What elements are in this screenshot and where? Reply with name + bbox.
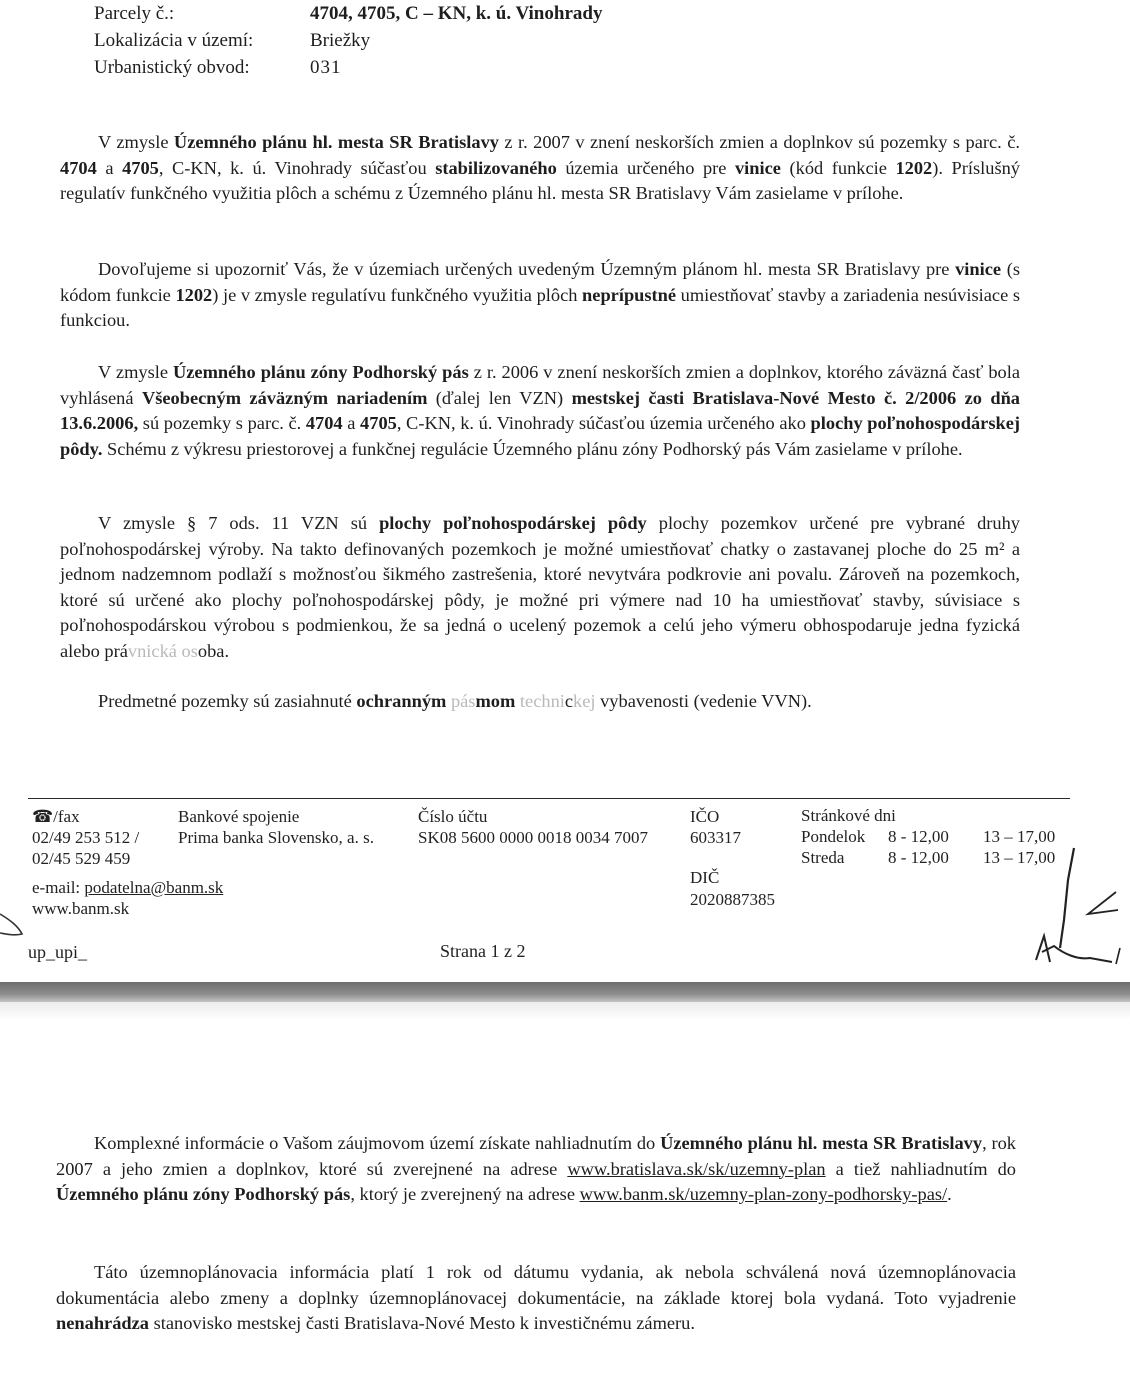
text-run: tech xyxy=(519,691,551,711)
text-run: a xyxy=(342,413,361,433)
text-run: vybavenosti (vedenie VVN). xyxy=(595,691,812,711)
text-run: (kód funkcie xyxy=(780,157,896,178)
email-label: e-mail: xyxy=(32,878,85,897)
text-run: (ďalej len VZN) xyxy=(427,387,572,408)
office-hours-afternoon: 13 – 17,00 xyxy=(983,827,1056,846)
email-link[interactable]: podatelna@banm.sk xyxy=(84,878,224,897)
parcel-label: Parcely č.: xyxy=(94,3,175,24)
office-hours-day: Streda xyxy=(801,848,845,867)
emphasized-text: 1202 xyxy=(895,157,933,178)
text-run: pás xyxy=(450,691,476,711)
text-run: umiestňovať stavby a zariadenia nesúvisiace s funkciou. xyxy=(60,284,1021,330)
emphasized-text: mestskej časti Bratislava-Nové Mesto č. 2/2006 zo dňa 13.6.2006, xyxy=(60,387,1020,433)
parcel-value: 4704, 4705, C – KN, k. ú. Vinohrady xyxy=(310,3,603,24)
paragraph-validity xyxy=(56,1260,1016,1337)
text-run: ) je v zmysle regulatívu funkčného využitia plôch xyxy=(212,284,583,305)
emphasized-text: nenahrádza xyxy=(56,1313,149,1333)
text-run: . xyxy=(947,1184,952,1204)
text-run: územia určeného pre xyxy=(556,157,735,178)
emphasized-text: Územného plánu zóny Podhorský pás xyxy=(172,362,469,382)
account-label: Číslo účtu xyxy=(418,807,488,826)
phone-fax-label: ☎/fax xyxy=(32,807,80,826)
text-run: c xyxy=(564,691,574,711)
dic-label: DIČ xyxy=(690,868,720,887)
emphasized-text: 4704 xyxy=(305,413,343,433)
dic-value: 2020887385 xyxy=(690,890,775,909)
district-value: 031 xyxy=(310,57,342,78)
text-run: , C-KN, k. ú. Vinohrady súčasťou územia určeného ako xyxy=(396,413,811,433)
emphasized-text: 4705 xyxy=(360,413,397,433)
text-run: a xyxy=(96,157,123,178)
office-hours-morning: 8 - 12,00 xyxy=(888,848,949,867)
paragraph-more-info xyxy=(56,1131,1016,1208)
emphasized-text: 4705 xyxy=(122,157,159,178)
text-run: Predmetné pozemky sú zasiahnuté xyxy=(98,691,357,711)
paragraph-zoning-plan xyxy=(60,130,1020,207)
paragraph-protection-zone xyxy=(60,689,1020,715)
emphasized-text: Územného plánu hl. mesta SR Bratislavy xyxy=(660,1133,983,1153)
office-hours-day: Pondelok xyxy=(801,827,866,846)
emphasized-text: 1202 xyxy=(175,284,213,305)
page-separator-shadow xyxy=(0,1002,1130,1020)
text-run: V zmysle xyxy=(98,362,173,382)
emphasized-text: neprípustné xyxy=(582,284,677,305)
account-number: SK08 5600 0000 0018 0034 7007 xyxy=(418,828,648,847)
text-run: sú pozemky s parc. č. xyxy=(138,413,306,433)
url-link[interactable]: www.banm.sk/uzemny-plan-zony-podhorsky-pas/ xyxy=(579,1184,948,1204)
text-run: (s kódom funkcie xyxy=(60,259,1020,305)
email-line xyxy=(32,877,223,898)
bank-label: Bankové spojenie xyxy=(178,807,300,826)
paragraph-vzn-rules xyxy=(60,511,1020,664)
text-run: z r. 2006 v znení neskorších zmien a doplnkov, ktorého záväzná časť bola vyhlásená xyxy=(60,362,1020,408)
emphasized-text: plochy poľnohospodárskej pôdy. xyxy=(60,413,1021,459)
office-hours-label: Stránkové dni xyxy=(801,806,896,825)
website-link[interactable]: www.banm.sk xyxy=(32,899,130,918)
paragraph-zone-plan xyxy=(60,360,1020,462)
emphasized-text: Územného plánu zóny Podhorský pás xyxy=(56,1184,351,1204)
text-run: V zmysle § 7 ods. 11 VZN sú xyxy=(98,513,380,533)
emphasized-text: mom xyxy=(475,691,516,711)
emphasized-text: stabilizovaného xyxy=(435,157,557,178)
emphasized-text: Všeobecným záväzným nariadením xyxy=(141,387,428,408)
text-run: , ktorý je zverejnený na adrese xyxy=(350,1184,580,1204)
phone-number-2: 02/45 529 459 xyxy=(32,849,131,868)
location-label: Lokalizácia v území: xyxy=(94,30,254,51)
text-run: , C-KN, k. ú. Vinohrady súčasťou xyxy=(158,157,436,178)
text-run: Táto územnoplánovacia informácia platí 1 rok od dátumu vydania, ak nebola schválená nová územnoplánovacia dokumentácia alebo zmeny a doplnky územnoplánovacej dokumentácie, na základe ktorej bola vydaná. Toto vyjadrenie xyxy=(56,1262,1016,1308)
emphasized-text: vinice xyxy=(955,259,1002,279)
emphasized-text: ochranným xyxy=(356,691,447,711)
emphasized-text: plochy poľnohospodárskej pôdy xyxy=(379,513,647,533)
emphasized-text: Územného plánu hl. mesta SR Bratislavy xyxy=(173,132,499,152)
ico-value: 603317 xyxy=(690,828,741,847)
text-run: , rok 2007 a jeho zmien a doplnkov, ktoré sú zverejnené na adrese xyxy=(56,1133,1017,1179)
text-run: V zmysle xyxy=(98,132,174,152)
district-label: Urbanistický obvod: xyxy=(94,57,250,78)
text-run: kej xyxy=(573,691,596,711)
text-run: z r. 2007 v znení neskorších zmien a doplnkov sú pozemky s parc. č. xyxy=(498,132,1020,152)
text-run: Schému z výkresu priestorovej a funkčnej regulácie Územného plánu zóny Podhorský pás Vám zasielame v prílohe. xyxy=(102,438,963,459)
reference-code: up_upi_ xyxy=(28,942,88,962)
text-run: oba. xyxy=(197,640,230,661)
margin-mark-icon xyxy=(0,900,40,950)
page-number: Strana 1 z 2 xyxy=(440,941,526,961)
footer-divider xyxy=(28,798,1070,799)
emphasized-text: 4704 xyxy=(60,157,97,178)
phone-number-1: 02/49 253 512 / xyxy=(32,828,140,847)
office-hours-afternoon: 13 – 17,00 xyxy=(983,848,1056,867)
emphasized-text: vinice xyxy=(734,157,781,178)
location-value: Briežky xyxy=(310,30,371,51)
url-link[interactable]: www.bratislava.sk/sk/uzemny-plan xyxy=(567,1158,826,1179)
ico-label: IČO xyxy=(690,807,720,826)
page-separator xyxy=(0,982,1130,1002)
text-run: stanovisko mestskej časti Bratislava-Nové Mesto k investičnému zámeru. xyxy=(149,1313,695,1333)
paragraph-warning xyxy=(60,257,1020,334)
text-run: ). Príslušný regulatív funkčného využitia plôch a schému z Územného plánu hl. mesta SR Bratislavy Vám zasielame v prílohe. xyxy=(60,157,1020,203)
signature-icon xyxy=(1020,840,1130,970)
bank-name: Prima banka Slovensko, a. s. xyxy=(178,828,374,847)
text-run: vnická os xyxy=(127,640,198,661)
text-run: Dovoľujeme si upozorniť Vás, že v územiach určených uvedeným Územným plánom hl. mesta SR Bratislavy pre xyxy=(98,259,956,279)
text-run: plochy pozemkov určené pre vybrané druhy poľnohospodárskej výroby. Na takto definovaných pozemkoch je možné umiestňovať chatky o zastavanej ploche do 25 m² a jednom nadzemnom podlaží s možnosťou šikmého zastrešenia, ktoré nevytvára podkrovie ani povalu. Zároveň na pozemkoch, ktoré sú určené ako plochy poľnohospodárskej pôdy, je možné pri výmere nad 10 ha umiestňovať stavby, súvisiace s poľnohospodárskou výrobou s podmienkou, že sa jedná o ucelený pozemok a celú jeho výmeru obhospodaruje jedna fyzická alebo prá xyxy=(60,513,1020,661)
text-run: ni xyxy=(550,691,565,711)
office-hours-morning: 8 - 12,00 xyxy=(888,827,949,846)
text-run: a tiež nahliadnutím do xyxy=(825,1158,1016,1179)
text-run: Komplexné informácie o Vašom záujmovom území získate nahliadnutím do xyxy=(94,1133,661,1153)
